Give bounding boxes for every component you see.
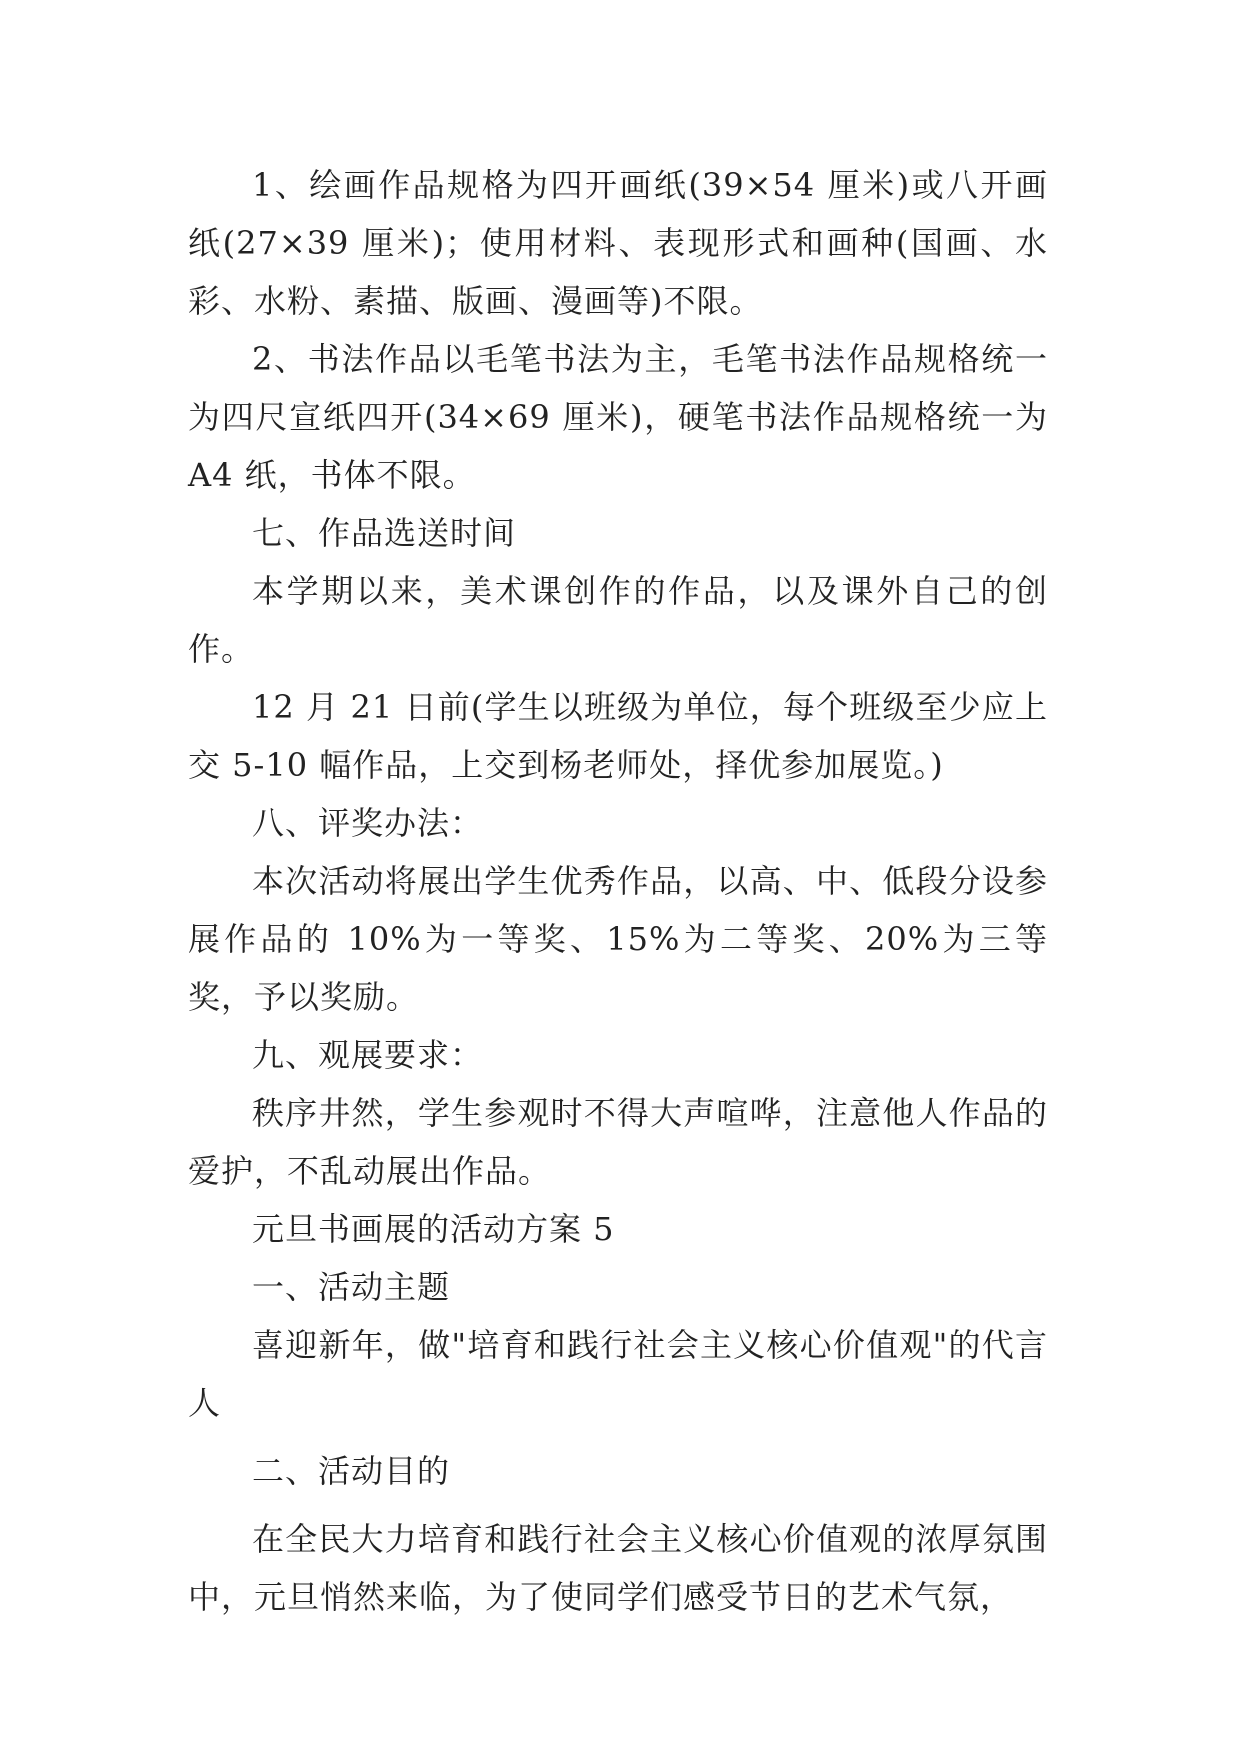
paragraph-activity-purpose: 在全民大力培育和践行社会主义核心价值观的浓厚氛围中，元旦悄然来临，为了使同学们感受节日的艺术气氛， [188,1520,1048,1616]
document-body [188,156,1048,1626]
paragraph-activity-theme: 喜迎新年，做"培育和践行社会主义核心价值观"的代言人 [188,1326,1048,1422]
heading-activity-theme: 一、活动主题 [252,1268,451,1306]
paragraph-painting-spec: 1、绘画作品规格为四开画纸(39×54 厘米)或八开画纸(27×39 厘米)；使用材料、表现形式和画种(国画、水彩、水粉、素描、版画、漫画等)不限。 [188,166,1048,320]
paragraph-calligraphy-spec: 2、书法作品以毛笔书法为主，毛笔书法作品规格统一为四尺宣纸四开(34×69 厘米)，硬笔书法作品规格统一为 A4 纸，书体不限。 [188,340,1048,494]
paragraph-viewing-rules: 秩序井然，学生参观时不得大声喧哗，注意他人作品的爱护，不乱动展出作品。 [188,1094,1048,1190]
heading-submission-time: 七、作品选送时间 [252,514,517,552]
heading-award-method: 八、评奖办法： [252,804,484,842]
heading-activity-purpose: 二、活动目的 [252,1452,451,1490]
paragraph-works-source: 本学期以来，美术课创作的作品，以及课外自己的创作。 [188,572,1048,668]
paragraph-award-method: 本次活动将展出学生优秀作品，以高、中、低段分设参展作品的 10%为一等奖、15%为二等奖、20%为三等奖，予以奖励。 [188,862,1048,1016]
heading-viewing-rules: 九、观展要求： [252,1036,484,1074]
section-title-plan-5: 元旦书画展的活动方案 5 [252,1210,615,1248]
paragraph-deadline: 12 月 21 日前(学生以班级为单位，每个班级至少应上交 5-10 幅作品，上交到杨老师处，择优参加展览。) [188,688,1048,784]
